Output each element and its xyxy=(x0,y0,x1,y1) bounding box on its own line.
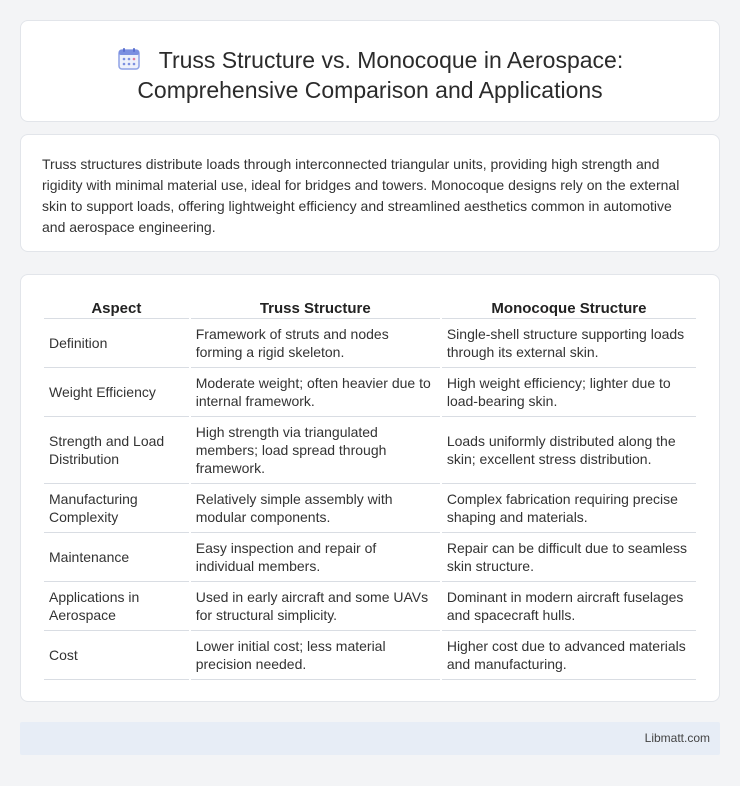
header-aspect: Aspect xyxy=(44,293,189,319)
monocoque-cell: Loads uniformly distributed along the skin; excellent stress distribution. xyxy=(442,417,696,484)
aspect-cell: Applications in Aerospace xyxy=(44,582,189,631)
truss-cell: Moderate weight; often heavier due to internal framework. xyxy=(191,368,440,417)
intro-card xyxy=(20,134,720,252)
monocoque-cell: Complex fabrication requiring precise shaping and materials. xyxy=(442,484,696,533)
table-row xyxy=(44,319,696,368)
title-line-2: Comprehensive Comparison and Applications xyxy=(137,77,603,103)
comparison-card xyxy=(20,274,720,702)
table-row xyxy=(44,417,696,484)
truss-cell: Used in early aircraft and some UAVs for structural simplicity. xyxy=(191,582,440,631)
header-monocoque: Monocoque Structure xyxy=(442,293,696,319)
table-row xyxy=(44,368,696,417)
aspect-cell: Maintenance xyxy=(44,533,189,582)
aspect-cell: Definition xyxy=(44,319,189,368)
title-card xyxy=(20,20,720,122)
aspect-cell: Strength and Load Distribution xyxy=(44,417,189,484)
truss-cell: Relatively simple assembly with modular components. xyxy=(191,484,440,533)
monocoque-cell: Repair can be difficult due to seamless skin structure. xyxy=(442,533,696,582)
header-truss: Truss Structure xyxy=(191,293,440,319)
truss-cell: Lower initial cost; less material precision needed. xyxy=(191,631,440,680)
monocoque-cell: Single-shell structure supporting loads through its external skin. xyxy=(442,319,696,368)
footer-site-link[interactable]: Libmatt.com xyxy=(644,731,710,745)
monocoque-cell: Higher cost due to advanced materials and manufacturing. xyxy=(442,631,696,680)
table-row xyxy=(44,533,696,582)
table-row xyxy=(44,582,696,631)
table-header-row xyxy=(44,293,696,319)
aspect-cell: Cost xyxy=(44,631,189,680)
truss-cell: Easy inspection and repair of individual members. xyxy=(191,533,440,582)
monocoque-cell: High weight efficiency; lighter due to load-bearing skin. xyxy=(442,368,696,417)
intro-paragraph: Truss structures distribute loads through interconnected triangular units, providing high strength and rigidity with minimal material use, ideal for bridges and towers. Monocoque designs rely on the external skin to support loads, offering lightweight efficiency and streamlined aesthetics common in automotive and aerospace engineering. xyxy=(42,156,680,235)
footer xyxy=(20,722,720,755)
table-row xyxy=(44,631,696,680)
truss-cell: High strength via triangulated members; load spread through framework. xyxy=(191,417,440,484)
table-row xyxy=(44,484,696,533)
aspect-cell: Manufacturing Complexity xyxy=(44,484,189,533)
calendar-icon xyxy=(117,47,141,71)
monocoque-cell: Dominant in modern aircraft fuselages and spacecraft hulls. xyxy=(442,582,696,631)
page-title xyxy=(21,45,719,105)
title-line-1: Truss Structure vs. Monocoque in Aerospace: xyxy=(158,47,624,73)
truss-cell: Framework of struts and nodes forming a rigid skeleton. xyxy=(191,319,440,368)
comparison-table xyxy=(42,293,698,680)
aspect-cell: Weight Efficiency xyxy=(44,368,189,417)
